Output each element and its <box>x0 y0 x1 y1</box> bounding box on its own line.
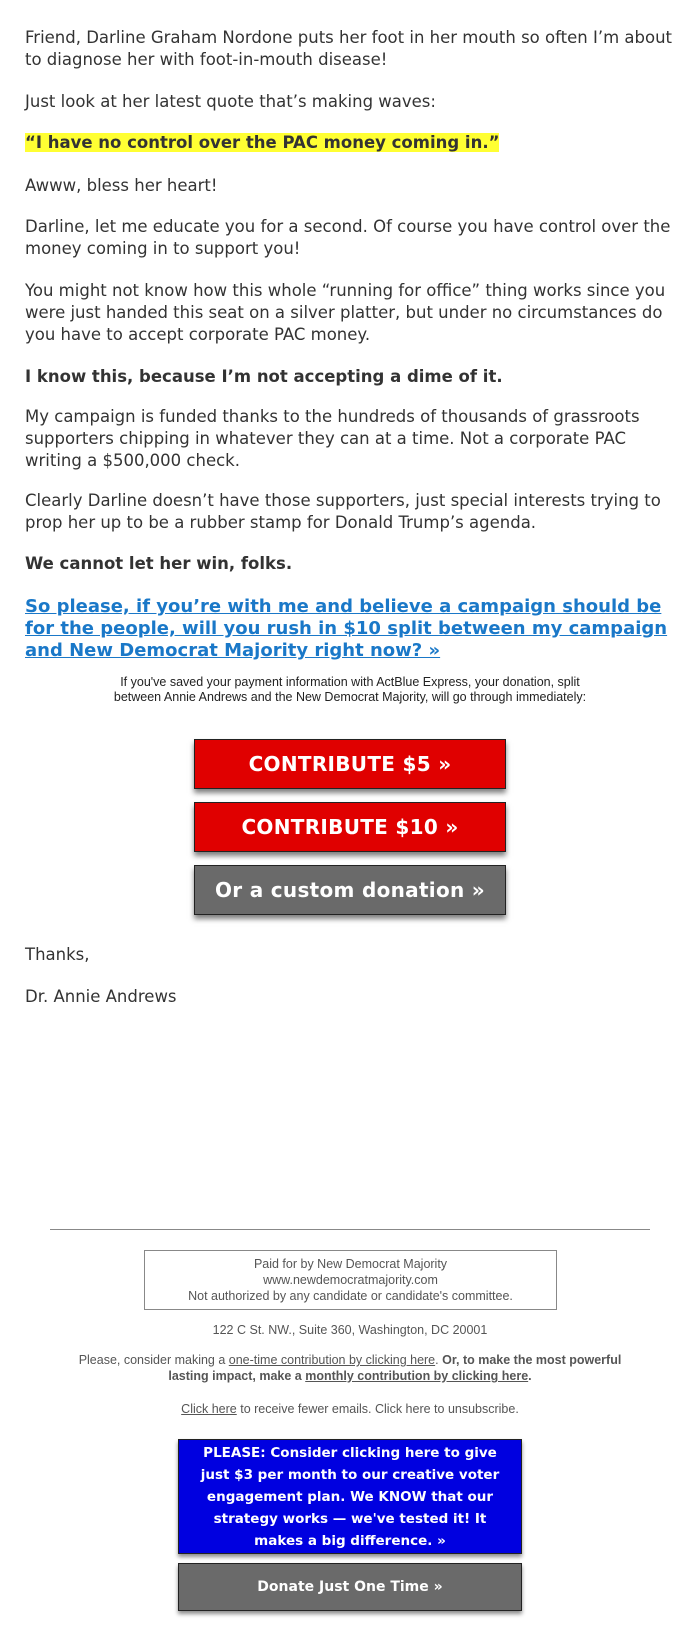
not-accepting-paragraph: I know this, because I’m not accepting a dime of it. <box>25 367 503 386</box>
consider-prefix: Please, consider making a <box>78 1353 229 1367</box>
contribution-options-text <box>60 1352 640 1384</box>
mailing-address: 122 C St. NW., Suite 360, Washington, DC 20001 <box>212 1323 488 1337</box>
contribute-10-button[interactable]: CONTRIBUTE $10 » <box>194 802 506 852</box>
grassroots-paragraph: My campaign is funded thanks to the hundreds of thousands of grassroots supporters chipping in whatever they can at a time. Not a corporate PAC writing a $500,000 check. <box>25 407 640 470</box>
thanks-text: Thanks, <box>25 945 90 964</box>
cannot-let-her-win-paragraph: We cannot let her win, folks. <box>25 554 293 573</box>
lasting-impact-text: Or, to make the most powerful lasting impact, make a <box>168 1353 622 1383</box>
contribute-5-button[interactable]: CONTRIBUTE $5 » <box>194 739 506 789</box>
unsubscribe-text[interactable]: to receive fewer emails. Click here to unsubscribe. <box>236 1402 519 1416</box>
email-preferences-text <box>50 1401 650 1417</box>
special-interests-paragraph: Clearly Darline doesn’t have those supporters, just special interests trying to prop her up to be a rubber stamp for Donald Trump’s agenda. <box>25 491 661 532</box>
educate-paragraph: Darline, let me educate you for a second. Of course you have control over the money coming in to support you! <box>25 217 671 258</box>
running-for-office-paragraph: You might not know how this whole “running for office” thing works since you were just handed this seat on a silver platter, but under no circumstances do you have to accept corporate PAC money. <box>25 281 666 344</box>
paid-for-line: Paid for by New Democrat Majority <box>253 1257 448 1271</box>
fewer-emails-link[interactable]: Click here <box>181 1402 237 1416</box>
highlighted-quote <box>25 132 675 154</box>
footer-divider <box>50 1229 650 1230</box>
cta-donate-link[interactable]: So please, if you’re with me and believe a campaign should be for the people, will you rush in $10 split between my campaign and New Democrat Majority right now? » <box>25 596 668 661</box>
intro-paragraph: Friend, Darline Graham Nordone puts her foot in her mouth so often I’m about to diagnose her with foot-in-mouth disease! <box>25 28 672 69</box>
website-line: www.newdemocratmajority.com <box>263 1273 438 1287</box>
monthly-contribution-link[interactable]: monthly contribution by clicking here <box>305 1369 529 1383</box>
period-text: . <box>435 1353 439 1367</box>
cta-paragraph <box>25 596 675 662</box>
signature-name: Dr. Annie Andrews <box>25 987 177 1006</box>
donate-one-time-button[interactable]: Donate Just One Time » <box>178 1563 522 1611</box>
quote-text: “I have no control over the PAC money coming in.” <box>25 133 500 152</box>
one-time-contribution-link[interactable]: one-time contribution by clicking here <box>228 1353 436 1367</box>
not-authorized-line: Not authorized by any candidate or candidate's committee. <box>188 1289 513 1303</box>
bless-paragraph: Awww, bless her heart! <box>25 176 218 195</box>
paid-for-disclaimer <box>144 1250 557 1310</box>
actblue-express-note: If you've saved your payment information with ActBlue Express, your donation, split between Annie Andrews and the New Democrat Majority, will go through immediately: <box>113 675 587 704</box>
monthly-donation-button[interactable]: PLEASE: Consider clicking here to give just $3 per month to our creative voter engagement plan. We KNOW that our strategy works — we've tested it! It makes a big difference. » <box>178 1439 522 1554</box>
custom-donation-button[interactable]: Or a custom donation » <box>194 865 506 915</box>
bold-period-text: . <box>528 1369 532 1383</box>
quote-intro-paragraph: Just look at her latest quote that’s making waves: <box>25 92 436 111</box>
